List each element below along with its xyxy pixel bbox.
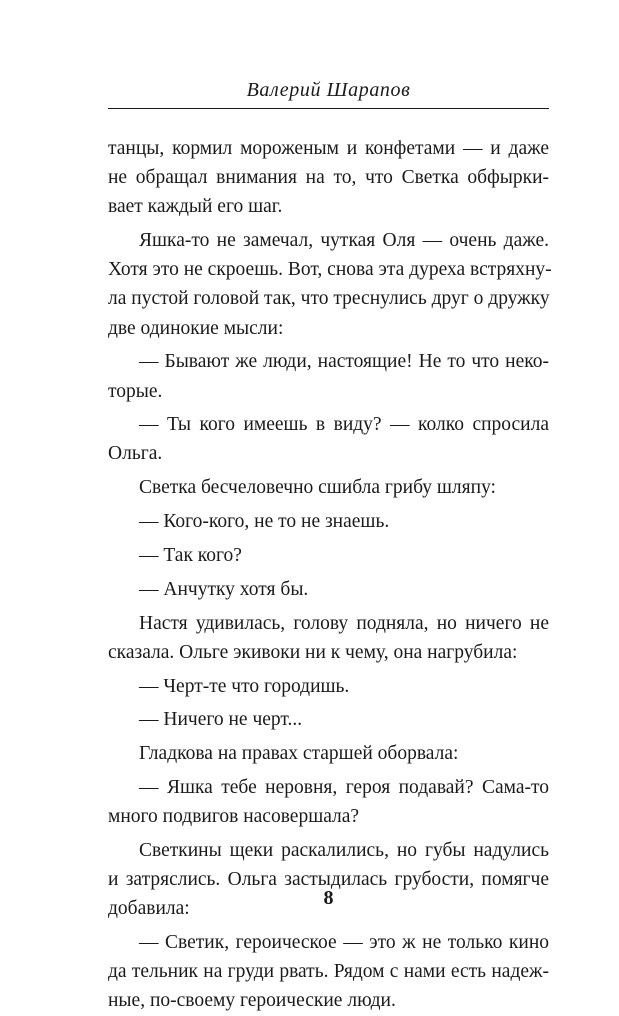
- paragraph-13-line-1: — Яшка тебе неровня, героя подавай? Сама-то: [139, 777, 549, 799]
- page-number: 8: [323, 887, 334, 909]
- body-text: [108, 134, 552, 1016]
- paragraph-5-line-1: Светка бесчеловечно сшибла грибу шляпу:: [139, 477, 496, 499]
- paragraph-1-line-2: не обращал внимания на то, что Светка обфырки-: [108, 167, 549, 189]
- paragraph-6-line-1: — Кого-кого, не то не знаешь.: [139, 511, 390, 533]
- paragraph-7-line-1: — Так кого?: [139, 544, 242, 566]
- paragraph-2-line-4: две одинокие мысли:: [108, 317, 284, 339]
- paragraph-8-line-1: — Анчутку хотя бы.: [139, 578, 309, 600]
- paragraph-4-line-1: — Ты кого имеешь в виду? — колко спросила: [139, 414, 549, 436]
- paragraph-12-line-1: Гладкова на правах старшей оборвала:: [139, 743, 459, 765]
- paragraph-14-line-3: добавила:: [108, 898, 190, 920]
- paragraph-10-line-1: — Черт-те что городишь.: [139, 675, 350, 697]
- paragraph-9-line-2: сказала. Ольге экивоки ни к чему, она нагрубила:: [108, 641, 518, 663]
- paragraph-3-line-2: торые.: [108, 380, 163, 402]
- paragraph-15-line-3: ные, по-своему героические люди.: [108, 990, 396, 1012]
- paragraph-15-line-1: — Светик, героическое — это ж не только кино: [139, 932, 549, 954]
- paragraph-15-line-2: да тельник на груди рвать. Рядом с нами есть надеж-: [108, 961, 549, 983]
- paragraph-3-line-1: — Бывают же люди, настоящие! Не то что неко-: [139, 351, 549, 373]
- paragraph-9-line-1: Настя удивилась, голову подняла, но ничего не: [139, 612, 549, 634]
- paragraph-13-line-2: много подвигов насовершала?: [108, 806, 360, 828]
- paragraph-1-line-1: танцы, кормил мороженым и конфетами — и даже: [108, 138, 549, 159]
- paragraph-2-line-2: Хотя это не скроешь. Вот, снова эта дуреха встряхну-: [108, 259, 552, 281]
- header-rule: [108, 108, 549, 109]
- running-head-author: Валерий Шарапов: [246, 79, 411, 101]
- paragraph-2-line-1: Яшка-то не замечал, чуткая Оля — очень даже.: [139, 230, 549, 252]
- paragraph-1-line-3: вает каждый его шаг.: [108, 196, 283, 218]
- paragraph-14-line-2: и затряслись. Ольга застыдилась грубости, помягче: [108, 869, 549, 891]
- paragraph-14-line-1: Светкины щеки раскалились, но губы надулись: [139, 840, 549, 862]
- paragraph-2-line-3: ла пустой головой так, что треснулись друг о дружку: [108, 288, 550, 310]
- paragraph-4-line-2: Ольга.: [108, 443, 163, 465]
- paragraph-11-line-1: — Ничего не черт...: [139, 709, 303, 731]
